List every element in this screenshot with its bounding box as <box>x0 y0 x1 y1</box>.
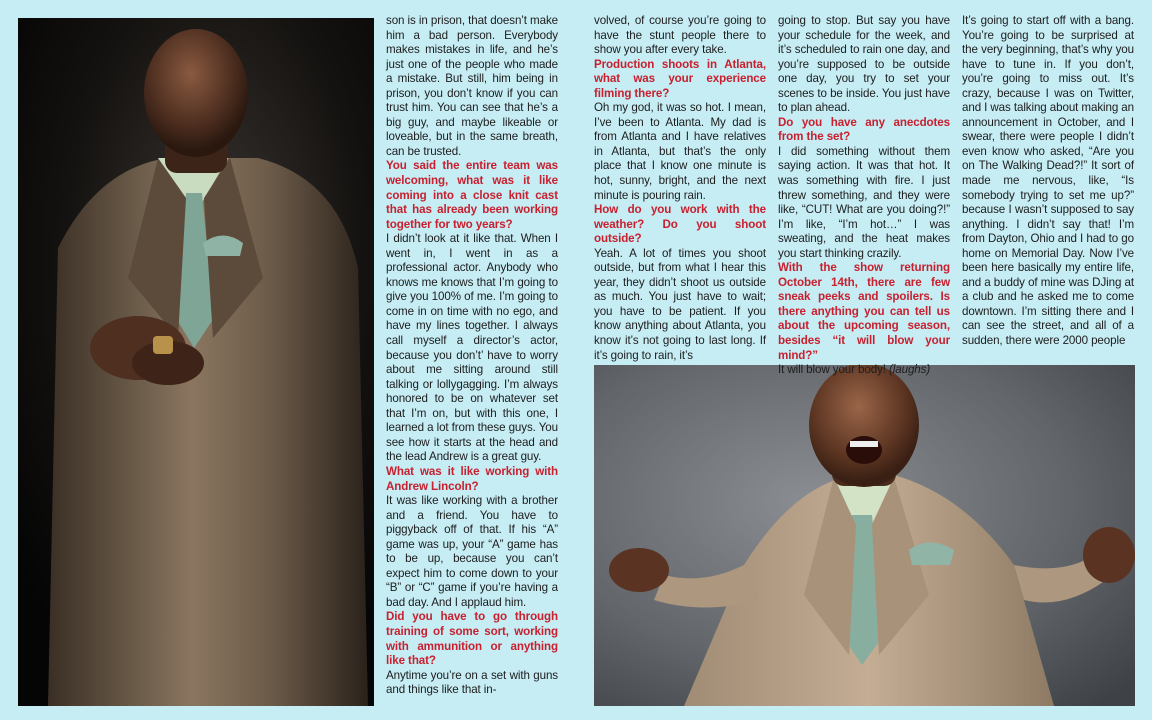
text-column-2 <box>594 14 766 363</box>
laughs-aside: (laughs) <box>889 363 931 377</box>
paragraph: volved, of course you’re going to have the stunt people there to show you after every take. <box>594 14 766 57</box>
paragraph: It was like working with a brother and a friend. You have to piggyback off of that. If his “A” game was up, your “A” game has to be up, because you can’t expect him to come down to your “B” or “C” game if you’re having a bad day. And I applaud him. <box>386 494 558 609</box>
paragraph: son is in prison, that doesn’t make him a bad person. Everybody makes mistakes in life, and he’s just one of the people who made a mistake. But still, him being in prison, you don’t know if you can trust him. You can see that he’s a big guy, and maybe likeable or loveable, but in the same breath, can be trusted. <box>386 14 558 158</box>
paragraph: going to stop. But say you have your schedule for the week, and it’s scheduled to rain one day, and you’re supposed to be outside one day, you try to set your scenes to be inside. You just have to plan ahead. <box>778 14 950 115</box>
interview-question: With the show returning October 14th, there are few sneak peeks and spoilers. Is there anything you can tell us about the upcoming season, besides “it will blow your mind?” <box>778 261 950 362</box>
portrait-photo-right <box>594 365 1135 706</box>
paragraph: Yeah. A lot of times you shoot outside, but from what I hear this year, they didn’t shoot us outside as much. You just have to wait; you have to be patient. If you know anything about Atlanta, you know it’s not going to last long. If it’s going to rain, it’s <box>594 246 766 362</box>
text-column-1 <box>386 14 558 698</box>
interview-question: Do you have any anecdotes from the set? <box>778 115 950 144</box>
paragraph: Anytime you’re on a set with guns and things like that in- <box>386 668 558 697</box>
portrait-photo-left <box>18 18 374 706</box>
text-column-4 <box>962 14 1134 349</box>
interview-question: What was it like working with Andrew Lincoln? <box>386 464 558 493</box>
interview-question: How do you work with the weather? Do you shoot outside? <box>594 203 766 246</box>
answer-text: It will blow your body! <box>778 363 886 377</box>
paragraph: I didn’t look at it like that. When I went in, I went in as a professional actor. Anybody who knows me knows that I’m going to give you 100% of me. I’m going to come in on time with no ego, and have my lines together. I always call myself a director’s actor, because you don’t’ have to worry about me sitting around still talking or lollygagging. I’m always honored to be on whatever set that I’m on, but with this one, I learned a lot from these guys. You see how it starts at the head and the lead Andrew is a great guy. <box>386 232 558 464</box>
paragraph: It’s going to start off with a bang. You’re going to be surprised at the very beginning, that’s why you have to tune in. If you don’t, you’re going to miss out. It’s crazy, because I was on Twitter, and I was talking about making an announcement in October, and I swear, there were people I didn’t even know who asked, “Are you on The Walking Dead?!” It sort of made me nervous, like, “Is somebody trying to set me up?” because I wasn’t supposed to say anything. I didn’t say that! I’m from Dayton, Ohio and I had to go home on Memorial Day. Now I’ve been here basically my entire life, and a buddy of mine was DJing at a club and he asked me to come downtown. I’m sitting there and I can see the street, and all of a sudden, there were 2000 people <box>962 14 1135 348</box>
paragraph: Oh my god, it was so hot. I mean, I’ve been to Atlanta. My dad is from Atlanta and I have relatives in Atlanta, but that’s the only place that I know one minute is hot, sunny, bright, and the next minute is pouring rain. <box>594 101 766 202</box>
interview-question: You said the entire team was welcoming, what was it like coming into a close knit cast that has already been working together for two years? <box>386 159 558 231</box>
interview-question: Production shoots in Atlanta, what was your experience filming there? <box>594 57 766 100</box>
text-column-3 <box>778 14 950 378</box>
interview-question: Did you have to go through training of some sort, working with ammunition or anything like that? <box>386 610 558 668</box>
paragraph: I did something without them saying action. It was that hot. It was something with fire. I just threw something, and they were like, “CUT! What are you doing?!” I’m like, “I’m hot…” I was sweating, and the heat makes you start thinking crazily. <box>778 144 950 260</box>
paragraph <box>778 363 950 378</box>
